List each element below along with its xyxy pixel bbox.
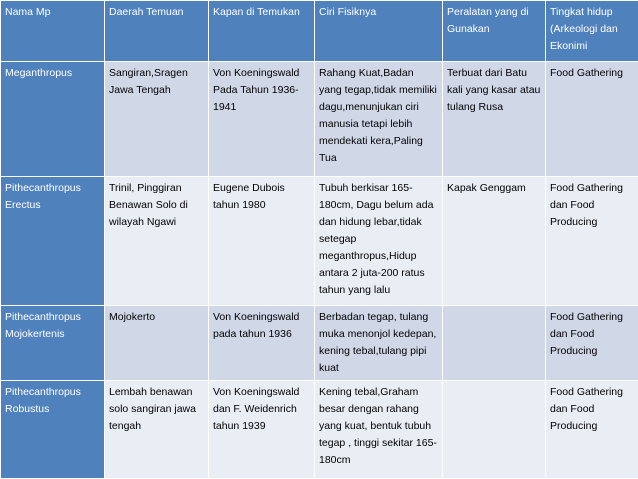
cell-nama: Pithecanthropus Erectus <box>1 177 105 305</box>
cell-kapan: Eugene Dubois tahun 1980 <box>209 177 315 305</box>
cell-daerah: Mojokerto <box>105 305 209 380</box>
header-peralatan: Peralatan yang di Gunakan <box>443 1 546 62</box>
cell-nama: Meganthropus <box>1 62 105 177</box>
table-row <box>1 305 638 380</box>
table-row <box>1 62 638 177</box>
cell-tingkat: Food Gathering dan Food Producing <box>546 381 638 479</box>
cell-daerah: Sangiran,Sragen Jawa Tengah <box>105 62 209 177</box>
cell-tingkat: Food Gathering dan Food Producing <box>546 305 638 380</box>
cell-peralatan: Terbuat dari Batu kali yang kasar atau tulang Rusa <box>443 62 546 177</box>
cell-kapan: Von Koeningswald pada tahun 1936 <box>209 305 315 380</box>
header-row <box>1 1 638 62</box>
header-kapan-ditemukan: Kapan di Temukan <box>209 1 315 62</box>
cell-ciri: Berbadan tegap, tulang muka menonjol kedepan, kening tebal,tulang pipi kuat <box>315 305 443 380</box>
cell-daerah: Trinil, Pinggiran Benawan Solo di wilayah Ngawi <box>105 177 209 305</box>
header-nama-mp: Nama Mp <box>1 1 105 62</box>
table-row <box>1 177 638 305</box>
cell-tingkat: Food Gathering dan Food Producing <box>546 177 638 305</box>
cell-nama: Pithecanthropus Robustus <box>1 381 105 479</box>
cell-kapan: Von Koeningswald Pada Tahun 1936-1941 <box>209 62 315 177</box>
cell-ciri: Kening tebal,Graham besar dengan rahang yang kuat, bentuk tubuh tegap , tinggi sekitar 165-180cm <box>315 381 443 479</box>
header-tingkat-hidup: Tingkat hidup (Arkeologi dan Ekonimi <box>546 1 638 62</box>
header-ciri-fisik: Ciri Fisiknya <box>315 1 443 62</box>
cell-peralatan: Kapak Genggam <box>443 177 546 305</box>
table-row <box>1 381 638 479</box>
cell-ciri: Tubuh berkisar 165-180cm, Dagu belum ada dan hidung lebar,tidak setegap meganthropus,Hidup antara 2 juta-200 ratus tahun yang lalu <box>315 177 443 305</box>
cell-nama: Pithecanthropus Mojokertenis <box>1 305 105 380</box>
cell-daerah: Lembah benawan solo sangiran jawa tengah <box>105 381 209 479</box>
cell-tingkat: Food Gathering <box>546 62 638 177</box>
header-daerah-temuan: Daerah Temuan <box>105 1 209 62</box>
cell-peralatan <box>443 381 546 479</box>
cell-ciri: Rahang Kuat,Badan yang tegap,tidak memiliki dagu,menunjukan ciri manusia tetapi lebih mendekati kera,Paling Tua <box>315 62 443 177</box>
cell-peralatan <box>443 305 546 380</box>
cell-kapan: Von Koeningswald dan F. Weidenrich tahun 1939 <box>209 381 315 479</box>
